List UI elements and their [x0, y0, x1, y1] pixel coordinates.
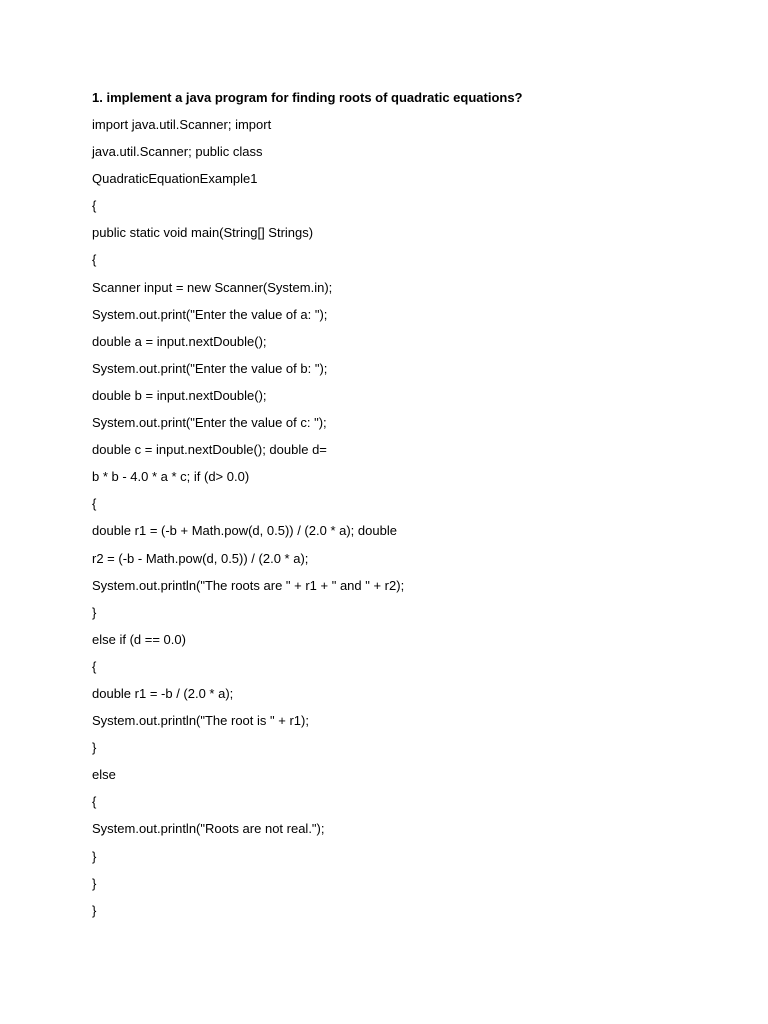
code-line: System.out.println("The roots are " + r1 + " and " + r2); — [92, 577, 405, 593]
code-line: { — [92, 198, 97, 214]
code-line: { — [92, 496, 97, 512]
code-line: public static void main(String[] Strings) — [92, 225, 314, 241]
code-line: double a = input.nextDouble(); — [92, 333, 267, 349]
code-line: } — [92, 604, 97, 620]
code-line: import java.util.Scanner; import — [92, 117, 272, 132]
code-line: } — [92, 740, 97, 756]
code-line: System.out.println("Roots are not real."); — [92, 821, 325, 837]
code-line: } — [92, 902, 97, 918]
code-line: double c = input.nextDouble(); double d= — [92, 442, 327, 458]
code-line: QuadraticEquationExample1 — [92, 171, 258, 187]
code-listing — [92, 115, 712, 921]
document-body — [92, 88, 712, 928]
code-line: System.out.print("Enter the value of b: "); — [92, 360, 328, 376]
code-line: { — [92, 658, 97, 674]
code-line: System.out.println("The root is " + r1); — [92, 713, 309, 729]
code-line: } — [92, 875, 97, 891]
code-line: double r1 = -b / (2.0 * a); — [92, 685, 234, 701]
code-line: System.out.print("Enter the value of c: "); — [92, 415, 327, 431]
code-line: else — [92, 767, 116, 783]
code-line: double r1 = (-b + Math.pow(d, 0.5)) / (2.0 * a); double — [92, 523, 397, 539]
code-line: } — [92, 848, 97, 864]
code-line: java.util.Scanner; public class — [92, 144, 263, 160]
code-line: { — [92, 252, 97, 268]
code-line: { — [92, 794, 97, 810]
code-line: else if (d == 0.0) — [92, 631, 186, 647]
code-line: b * b - 4.0 * a * c; if (d> 0.0) — [92, 469, 250, 485]
code-line: Scanner input = new Scanner(System.in); — [92, 279, 333, 295]
code-line: double b = input.nextDouble(); — [92, 387, 267, 403]
code-line: r2 = (-b - Math.pow(d, 0.5)) / (2.0 * a); — [92, 550, 309, 566]
code-line: System.out.print("Enter the value of a: "); — [92, 306, 328, 322]
question-heading: 1. implement a java program for finding roots of quadratic equations? — [92, 90, 523, 105]
